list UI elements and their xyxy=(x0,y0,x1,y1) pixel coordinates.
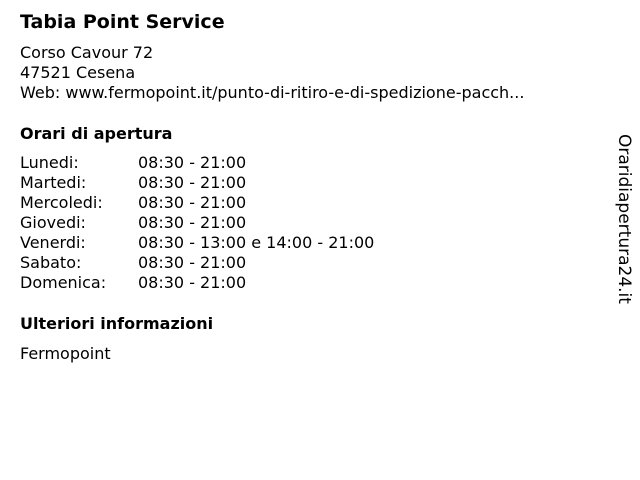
day-label: Lunedi: xyxy=(20,153,79,172)
opening-hours-heading: Orari di apertura xyxy=(20,124,173,143)
day-label: Domenica: xyxy=(20,273,107,292)
time-value: 08:30 - 21:00 xyxy=(138,253,247,272)
day-label: Venerdi: xyxy=(20,233,86,252)
time-value: 08:30 - 13:00 e 14:00 - 21:00 xyxy=(138,233,375,252)
time-value: 08:30 - 21:00 xyxy=(138,193,247,212)
site-watermark: Oraridiapertura24.it xyxy=(614,134,634,304)
time-value: 08:30 - 21:00 xyxy=(138,153,247,172)
more-info-text: Fermopoint xyxy=(20,344,111,363)
time-value: 08:30 - 21:00 xyxy=(138,273,247,292)
day-label: Sabato: xyxy=(20,253,82,272)
address-block xyxy=(20,43,524,103)
city-postcode: 47521 Cesena xyxy=(20,63,136,82)
street-address: Corso Cavour 72 xyxy=(20,43,154,62)
day-label: Mercoledi: xyxy=(20,193,103,212)
more-info-heading: Ulteriori informazioni xyxy=(20,314,214,333)
time-value: 08:30 - 21:00 xyxy=(138,213,247,232)
day-label: Giovedi: xyxy=(20,213,86,232)
day-label: Martedi: xyxy=(20,173,87,192)
business-title: Tabia Point Service xyxy=(20,11,225,33)
website-link[interactable]: Web: www.fermopoint.it/punto-di-ritiro-e-di-spedizione-pacch... xyxy=(20,83,525,102)
time-value: 08:30 - 21:00 xyxy=(138,173,247,192)
